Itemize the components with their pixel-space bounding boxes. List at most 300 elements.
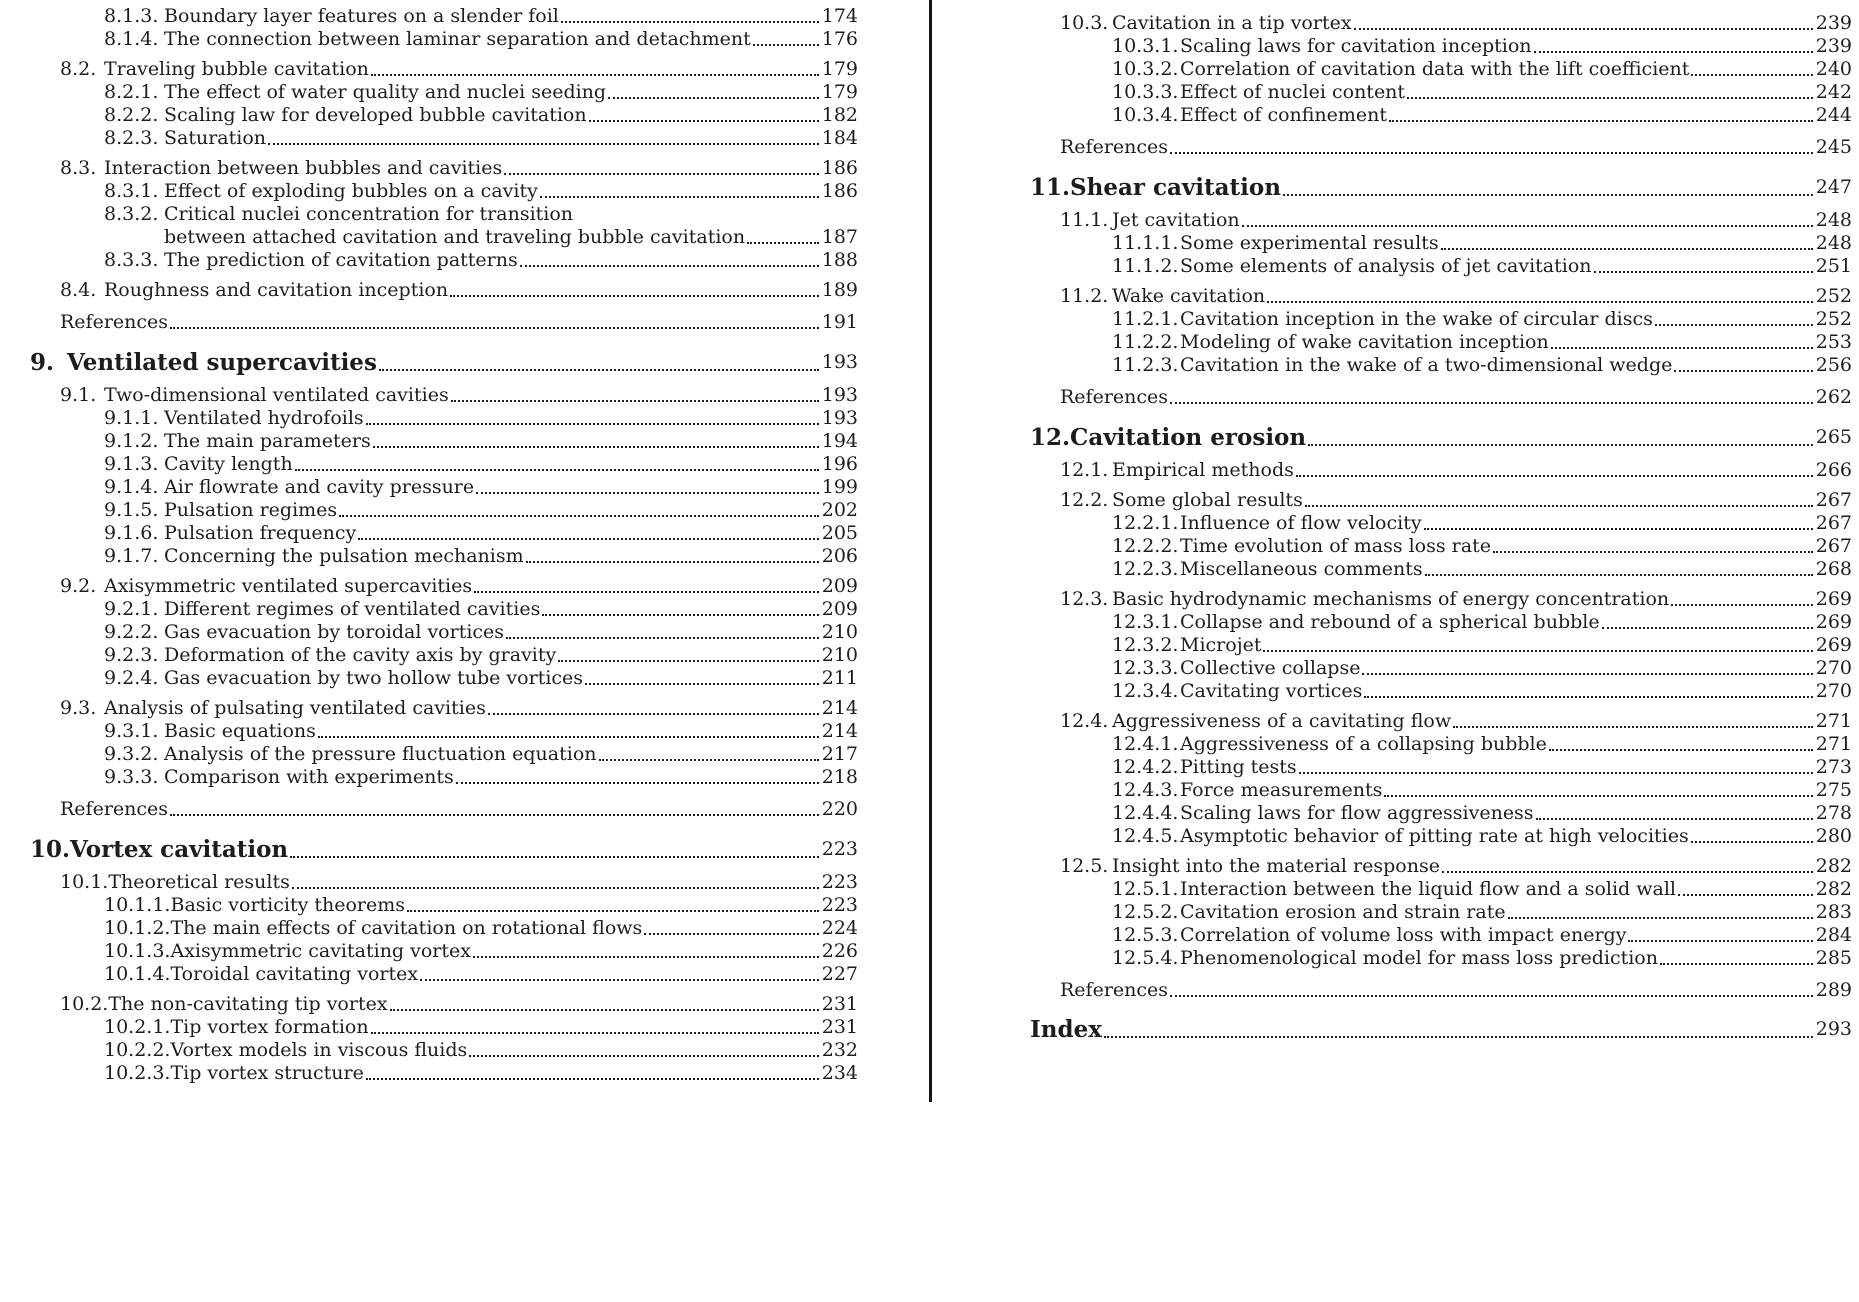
dot-leader: [1263, 650, 1812, 652]
entry-page: 252: [1815, 285, 1852, 307]
dot-leader: [1299, 772, 1813, 774]
entry-title: Gas evacuation by two hollow tube vortices: [164, 667, 584, 689]
entry-title: Correlation of cavitation data with the lift coefficient: [1180, 58, 1690, 80]
entry-page: 210: [821, 644, 858, 666]
dot-leader: [292, 887, 819, 889]
entry-number: 9.3.: [60, 697, 97, 719]
toc-entry-9-3-2: [30, 743, 858, 766]
entry-title: Interaction between the liquid flow and a solid wall: [1180, 878, 1676, 900]
entry-page: 267: [1815, 489, 1852, 511]
toc-entry-9-1-5: [30, 499, 858, 522]
entry-page: 231: [821, 993, 858, 1015]
entry-number: 8.3.: [60, 157, 97, 179]
toc-entry-12-3: [1030, 588, 1852, 611]
entry-page: 271: [1815, 710, 1852, 732]
entry-page: 214: [821, 720, 858, 742]
toc-entry-11-2-1: [1030, 308, 1852, 331]
toc-entry-9-2: [30, 575, 858, 598]
entry-title: between attached cavitation and traveling bubble cavitation: [164, 226, 746, 248]
entry-page: 268: [1815, 558, 1852, 580]
toc-entry-10-2-3: [30, 1062, 858, 1085]
entry-number: 11.2.: [1060, 285, 1109, 307]
toc-entry-8-2-3: [30, 127, 858, 150]
entry-page: 273: [1815, 756, 1852, 778]
entry-title: Vortex cavitation: [70, 836, 289, 863]
entry-page: 202: [821, 499, 858, 521]
entry-number: 12.3.1.: [1112, 611, 1179, 633]
entry-title: Toroidal cavitating vortex: [170, 963, 419, 985]
entry-page: 174: [821, 5, 858, 27]
entry-number: 12.4.5.: [1112, 825, 1179, 847]
entry-number: 9.: [30, 349, 55, 376]
dot-leader: [339, 515, 819, 517]
toc-entry-9-2-1: [30, 598, 858, 621]
entry-number: 9.1.7.: [104, 545, 159, 567]
entry-title: Time evolution of mass loss rate: [1180, 535, 1491, 557]
toc-entry: [30, 798, 858, 821]
entry-number: 10.1.: [60, 871, 109, 893]
toc-entry-10-3-3: [1030, 81, 1852, 104]
entry-title: Some elements of analysis of jet cavitation: [1180, 255, 1592, 277]
entry-number: 12.2.: [1060, 489, 1109, 511]
entry-number: 9.2.: [60, 575, 97, 597]
entry-number: 8.3.2.: [104, 203, 159, 225]
entry-page: 220: [821, 798, 858, 820]
entry-number: 10.3.4.: [1112, 104, 1179, 126]
entry-number: 8.1.3.: [104, 5, 159, 27]
entry-number: 12.2.1.: [1112, 512, 1179, 534]
entry-number: 8.2.1.: [104, 81, 159, 103]
dot-leader: [1508, 917, 1813, 919]
entry-number: 9.1.6.: [104, 522, 159, 544]
entry-page: 293: [1815, 1018, 1852, 1040]
entry-title: Some experimental results: [1180, 232, 1439, 254]
dot-leader: [1384, 795, 1812, 797]
entry-page: 284: [1815, 924, 1852, 946]
entry-page: 256: [1815, 354, 1852, 376]
entry-number: 9.2.2.: [104, 621, 159, 643]
toc-entry-9-3: [30, 697, 858, 720]
dot-leader: [390, 1009, 819, 1011]
entry-title: The prediction of cavitation patterns: [164, 249, 518, 271]
entry-title: References: [1060, 136, 1169, 158]
entry-page: 231: [821, 1016, 858, 1038]
entry-page: 217: [821, 743, 858, 765]
toc-entry-11-2-3: [1030, 354, 1852, 377]
dot-leader: [1296, 475, 1813, 477]
dot-leader: [1536, 818, 1813, 820]
dot-leader: [1628, 940, 1812, 942]
toc-entry-9-1-1: [30, 407, 858, 430]
entry-page: 270: [1815, 657, 1852, 679]
entry-number: 12.2.3.: [1112, 558, 1179, 580]
entry-page: 209: [821, 575, 858, 597]
entry-number: 8.4.: [60, 279, 97, 301]
entry-page: 193: [821, 384, 858, 406]
entry-title: Different regimes of ventilated cavities: [164, 598, 541, 620]
entry-page: 262: [1815, 386, 1852, 408]
dot-leader: [450, 295, 819, 297]
entry-number: 9.2.1.: [104, 598, 159, 620]
toc-entry-8-2: [30, 58, 858, 81]
entry-page: 223: [821, 838, 858, 860]
entry-title: The connection between laminar separation and detachment: [164, 28, 751, 50]
entry-page: 283: [1815, 901, 1852, 923]
entry-page: 239: [1815, 12, 1852, 34]
entry-page: 194: [821, 430, 858, 452]
entry-number: 10.2.2.: [104, 1039, 171, 1061]
entry-page: 182: [821, 104, 858, 126]
toc-entry-10-1-4: [30, 963, 858, 986]
dot-leader: [1691, 74, 1812, 76]
dot-leader: [1678, 894, 1813, 896]
entry-title: Cavitation in the wake of a two-dimensional wedge: [1180, 354, 1673, 376]
entry-page: 275: [1815, 779, 1852, 801]
dot-leader: [1242, 225, 1813, 227]
entry-page: 252: [1815, 308, 1852, 330]
entry-number: 12.3.4.: [1112, 680, 1179, 702]
toc-entry: [1030, 979, 1852, 1002]
entry-title: Effect of exploding bubbles on a cavity: [164, 180, 538, 202]
entry-page: 196: [821, 453, 858, 475]
entry-number: 12.: [1030, 424, 1071, 451]
toc-entry-12-4-5: [1030, 825, 1852, 848]
entry-number: 12.4.1.: [1112, 733, 1179, 755]
dot-leader: [170, 327, 819, 329]
dot-leader: [1170, 995, 1813, 997]
toc-entry-8-4: [30, 279, 858, 302]
toc-entry-12-1: [1030, 459, 1852, 482]
entry-page: 211: [821, 667, 858, 689]
dot-leader: [526, 561, 819, 563]
toc-entry-9: [30, 349, 858, 376]
dot-leader: [1691, 841, 1813, 843]
toc-left-column: [30, 0, 858, 1085]
column-divider: [929, 0, 932, 1102]
toc-entry-8-3-1: [30, 180, 858, 203]
entry-number: 10.2.1.: [104, 1016, 171, 1038]
entry-title: The non-cavitating tip vortex: [108, 993, 388, 1015]
entry-page: 227: [821, 963, 858, 985]
entry-title: Boundary layer features on a slender foil: [164, 5, 559, 27]
toc-entry-9-1-4: [30, 476, 858, 499]
dot-leader: [1389, 120, 1813, 122]
entry-number: 9.2.4.: [104, 667, 159, 689]
entry-title: Basic hydrodynamic mechanisms of energy concentration: [1112, 588, 1670, 610]
toc-entry-12-5: [1030, 855, 1852, 878]
entry-number: 10.1.1.: [104, 894, 171, 916]
entry-page: 193: [821, 407, 858, 429]
toc-entry-12-3-2: [1030, 634, 1852, 657]
dot-leader: [473, 956, 819, 958]
toc-entry-10-3-2: [1030, 58, 1852, 81]
dot-leader: [1364, 696, 1812, 698]
entry-number: 9.1.: [60, 384, 97, 406]
entry-page: 248: [1815, 232, 1852, 254]
entry-page: 280: [1815, 825, 1852, 847]
entry-title: Shear cavitation: [1070, 174, 1281, 201]
entry-number: 11.1.2.: [1112, 255, 1179, 277]
entry-title: Pitting tests: [1180, 756, 1297, 778]
entry-page: 188: [821, 249, 858, 271]
entry-title: Aggressiveness of a collapsing bubble: [1180, 733, 1547, 755]
entry-title: The main effects of cavitation on rotational flows: [170, 917, 643, 939]
entry-title: Collective collapse: [1180, 657, 1361, 679]
dot-leader: [608, 97, 819, 99]
dot-leader: [366, 1078, 819, 1080]
toc-entry-12-5-1: [1030, 878, 1852, 901]
entry-page: 234: [821, 1062, 858, 1084]
entry-title: Collapse and rebound of a spherical bubble: [1180, 611, 1600, 633]
entry-number: 12.3.: [1060, 588, 1109, 610]
entry-number: 8.3.1.: [104, 180, 159, 202]
entry-page: 223: [821, 894, 858, 916]
entry-title: Modeling of wake cavitation inception: [1180, 331, 1549, 353]
toc-entry-12-4: [1030, 710, 1852, 733]
toc-entry-12-4-3: [1030, 779, 1852, 802]
entry-page: 214: [821, 697, 858, 719]
toc-entry-9-1-2: [30, 430, 858, 453]
entry-page: 271: [1815, 733, 1852, 755]
dot-leader: [1170, 402, 1813, 404]
toc-entry-9-2-4: [30, 667, 858, 690]
entry-page: 224: [821, 917, 858, 939]
dot-leader: [1354, 28, 1813, 30]
entry-title: Axisymmetric ventilated supercavities: [104, 575, 473, 597]
entry-page: 267: [1815, 512, 1852, 534]
entry-page: 245: [1815, 136, 1852, 158]
toc-entry-12-3-3: [1030, 657, 1852, 680]
entry-page: 269: [1815, 634, 1852, 656]
toc-right-column: [1030, 0, 1852, 1043]
dot-leader: [747, 242, 819, 244]
entry-title: Insight into the material response: [1112, 855, 1440, 877]
toc-entry-10-1-2: [30, 917, 858, 940]
dot-leader: [558, 660, 818, 662]
dot-leader: [170, 814, 819, 816]
entry-page: 269: [1815, 611, 1852, 633]
entry-title: Jet cavitation: [1112, 209, 1240, 231]
entry-title: Critical nuclei concentration for transition: [164, 203, 574, 225]
entry-title: Roughness and cavitation inception: [104, 279, 449, 301]
entry-number: 12.4.4.: [1112, 802, 1179, 824]
entry-title: Deformation of the cavity axis by gravity: [164, 644, 557, 666]
dot-leader: [1493, 551, 1813, 553]
entry-number: 9.2.3.: [104, 644, 159, 666]
toc-entry-9-1-7: [30, 545, 858, 568]
entry-title: References: [60, 311, 169, 333]
dot-leader: [358, 538, 819, 540]
entry-number: 9.1.2.: [104, 430, 159, 452]
toc-entry-9-2-2: [30, 621, 858, 644]
dot-leader: [290, 856, 819, 858]
toc-entry-11-2: [1030, 285, 1852, 308]
entry-page: 240: [1815, 58, 1852, 80]
dot-leader: [1671, 604, 1813, 606]
entry-number: 9.3.3.: [104, 766, 159, 788]
entry-page: 209: [821, 598, 858, 620]
dot-leader: [1660, 963, 1813, 965]
entry-number: 10.1.3.: [104, 940, 171, 962]
entry-number: 11.1.: [1060, 209, 1109, 231]
entry-number: 12.5.: [1060, 855, 1109, 877]
toc-entry-12: [1030, 424, 1852, 451]
entry-page: 239: [1815, 35, 1852, 57]
toc-entry-11: [1030, 174, 1852, 201]
entry-title: Saturation: [164, 127, 267, 149]
entry-title: The effect of water quality and nuclei seeding: [164, 81, 607, 103]
toc-entry-8-3-3: [30, 249, 858, 272]
entry-number: 12.2.2.: [1112, 535, 1179, 557]
entry-number: 8.2.2.: [104, 104, 159, 126]
entry-title: Effect of nuclei content: [1180, 81, 1406, 103]
toc-entry-11-1-2: [1030, 255, 1852, 278]
dot-leader: [366, 423, 819, 425]
entry-page: 186: [821, 157, 858, 179]
entry-page: 191: [821, 311, 858, 333]
toc-entry-11-1: [1030, 209, 1852, 232]
toc-entry-12-2-3: [1030, 558, 1852, 581]
toc-entry-10-3: [1030, 12, 1852, 35]
toc-entry-10-2: [30, 993, 858, 1016]
toc-entry: [1030, 1016, 1852, 1043]
entry-number: 12.4.: [1060, 710, 1109, 732]
entry-number: 10.1.2.: [104, 917, 171, 939]
toc-entry-8-1-3: [30, 5, 858, 28]
toc-entry-12-2: [1030, 489, 1852, 512]
entry-page: 285: [1815, 947, 1852, 969]
toc-entry-8-3-2: [30, 203, 858, 226]
toc-entry-12-3-1: [1030, 611, 1852, 634]
dot-leader: [451, 400, 819, 402]
entry-number: 12.1.: [1060, 459, 1109, 481]
entry-page: 186: [821, 180, 858, 202]
entry-title: Ventilated hydrofoils: [164, 407, 364, 429]
entry-page: 267: [1815, 535, 1852, 557]
entry-page: 265: [1815, 426, 1852, 448]
dot-leader: [1308, 444, 1813, 446]
entry-title: Ventilated supercavities: [67, 349, 377, 376]
entry-page: 278: [1815, 802, 1852, 824]
entry-page: 218: [821, 766, 858, 788]
entry-title: Force measurements: [1180, 779, 1383, 801]
entry-title: Cavitation in a tip vortex: [1112, 12, 1352, 34]
dot-leader: [371, 1032, 819, 1034]
toc-entry: [1030, 136, 1852, 159]
entry-title: Vortex models in viscous fluids: [170, 1039, 468, 1061]
toc-entry-8-1-4: [30, 28, 858, 51]
toc-entry: [1030, 386, 1852, 409]
toc-entry-9-1-6: [30, 522, 858, 545]
dot-leader: [1674, 370, 1812, 372]
toc-entry-10-1-1: [30, 894, 858, 917]
entry-number: 8.3.3.: [104, 249, 159, 271]
toc-entry-10-1: [30, 871, 858, 894]
dot-leader: [1551, 347, 1813, 349]
entry-number: 11.2.2.: [1112, 331, 1179, 353]
dot-leader: [1170, 152, 1813, 154]
entry-title: References: [1060, 979, 1169, 1001]
entry-page: 176: [821, 28, 858, 50]
entry-title: Tip vortex structure: [170, 1062, 364, 1084]
entry-page: 210: [821, 621, 858, 643]
dot-leader: [1655, 324, 1813, 326]
entry-title: Miscellaneous comments: [1180, 558, 1423, 580]
toc-entry-10-3-4: [1030, 104, 1852, 127]
entry-title: Air flowrate and cavity pressure: [164, 476, 475, 498]
entry-page: 253: [1815, 331, 1852, 353]
entry-title: Cavitation erosion and strain rate: [1180, 901, 1506, 923]
entry-page: 187: [821, 226, 858, 248]
entry-number: 12.5.3.: [1112, 924, 1179, 946]
entry-number: 10.1.4.: [104, 963, 171, 985]
entry-number: 10.3.3.: [1112, 81, 1179, 103]
dot-leader: [561, 21, 819, 23]
toc-entry-8-2-2: [30, 104, 858, 127]
entry-page: 179: [821, 81, 858, 103]
dot-leader: [542, 614, 818, 616]
entry-title: Pulsation frequency: [164, 522, 357, 544]
dot-leader: [1442, 871, 1813, 873]
dot-leader: [1425, 574, 1813, 576]
dot-leader: [753, 44, 819, 46]
dot-leader: [456, 782, 819, 784]
entry-title: References: [1060, 386, 1169, 408]
entry-page: 232: [821, 1039, 858, 1061]
entry-title: Gas evacuation by toroidal vortices: [164, 621, 505, 643]
entry-title: Some global results: [1112, 489, 1303, 511]
dot-leader: [589, 120, 819, 122]
dot-leader: [1549, 749, 1813, 751]
toc-entry-11-1-1: [1030, 232, 1852, 255]
entry-number: 11.: [1030, 174, 1071, 201]
entry-number: 12.5.2.: [1112, 901, 1179, 923]
entry-title: Analysis of the pressure fluctuation equation: [164, 743, 597, 765]
dot-leader: [474, 591, 819, 593]
dot-leader: [1594, 271, 1813, 273]
entry-title: Scaling laws for flow aggressiveness: [1180, 802, 1534, 824]
entry-number: 11.2.3.: [1112, 354, 1179, 376]
entry-page: 266: [1815, 459, 1852, 481]
entry-page: 189: [821, 279, 858, 301]
toc-entry-9-2-3: [30, 644, 858, 667]
entry-number: 12.5.1.: [1112, 878, 1179, 900]
entry-number: 10.2.: [60, 993, 109, 1015]
toc-entry-10-2-1: [30, 1016, 858, 1039]
entry-number: 8.2.: [60, 58, 97, 80]
toc-entry-12-2-2: [1030, 535, 1852, 558]
dot-leader: [520, 265, 819, 267]
entry-page: 184: [821, 127, 858, 149]
toc-entry-12-4-4: [1030, 802, 1852, 825]
entry-page: 248: [1815, 209, 1852, 231]
entry-number: 8.1.4.: [104, 28, 159, 50]
toc-entry-12-5-3: [1030, 924, 1852, 947]
dot-leader: [504, 173, 818, 175]
entry-page: 242: [1815, 81, 1852, 103]
dot-leader: [644, 933, 818, 935]
entry-number: 12.3.3.: [1112, 657, 1179, 679]
dot-leader: [585, 683, 819, 685]
toc-entry-9-3-3: [30, 766, 858, 789]
entry-title: Cavity length: [164, 453, 293, 475]
dot-leader: [420, 979, 819, 981]
toc-entry-12-5-2: [1030, 901, 1852, 924]
entry-page: 282: [1815, 855, 1852, 877]
entry-page: 223: [821, 871, 858, 893]
entry-page: 199: [821, 476, 858, 498]
entry-title: Theoretical results: [108, 871, 290, 893]
